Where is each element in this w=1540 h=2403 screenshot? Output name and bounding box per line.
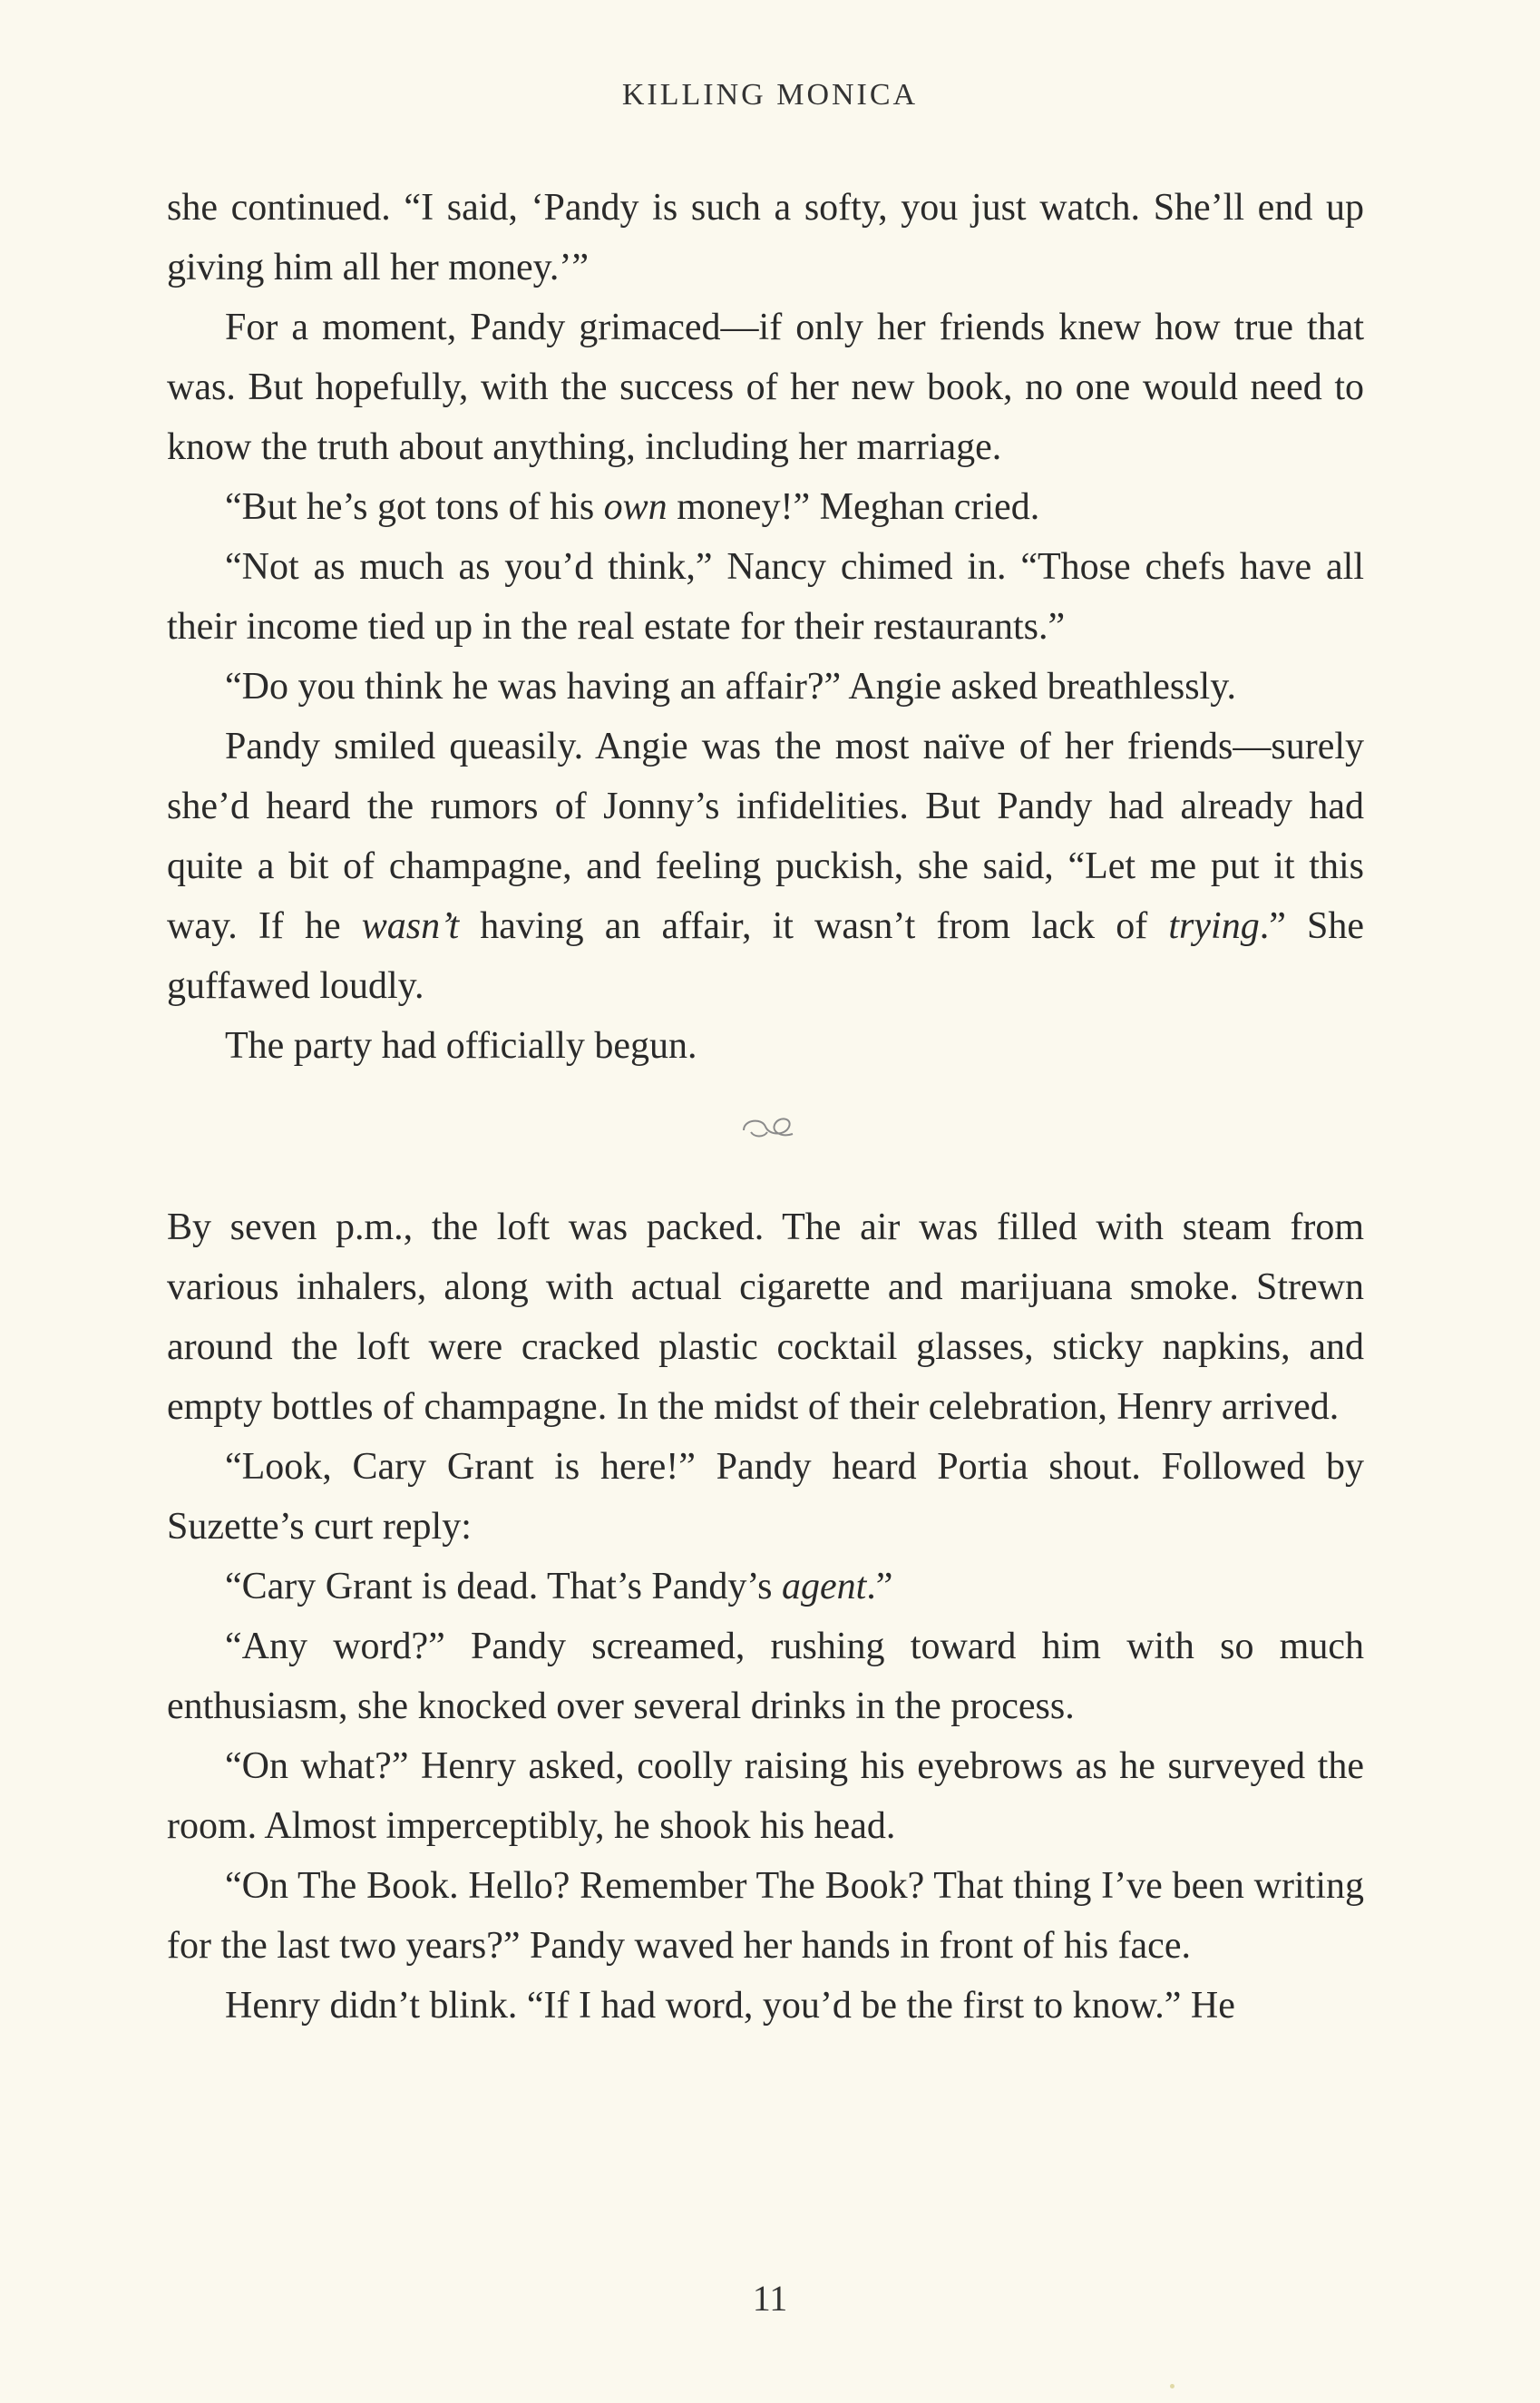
emphasis: trying [1168,905,1260,947]
running-head: KILLING MONICA [621,78,919,112]
paragraph: “But he’s got tons of his own money!” Meghan cried. [225,486,1040,528]
paragraph: “On what?” Henry asked, coolly raising his eyebrows as he surveyed the room. Almost imperceptibly, he shook his head. [167,1745,1364,1847]
paragraph: “Do you think he was having an affair?” Angie asked breathlessly. [225,666,1236,708]
emphasis: own [603,486,668,528]
paragraph: “Cary Grant is dead. That’s Pandy’s agent.” [225,1566,893,1607]
paragraph: Pandy smiled queasily. Angie was the most naïve of her friends—surely she’d heard the rumors of Jonny’s infidelities. But Pandy had already had quite a bit of champagne, and feeling puckish, she said, “Let me put it this way. If he wasn’t having an affair, it wasn’t from lack of trying.” She guffawed loudly. [167,726,1364,1007]
paragraph: For a moment, Pandy grimaced—if only her friends knew how true that was. But hopefully, with the success of her new book, no one would need to know the truth about anything, including her marriage. [167,307,1364,468]
paragraph: By seven p.m., the loft was packed. The air was filled with steam from various inhalers, along with actual cigarette and marijuana smoke. Strewn around the loft were cracked plastic cocktail glasses, sticky napkins, and empty bottles of champagne. In the midst of their celebration, Henry arrived. [167,1206,1364,1428]
paragraph: she continued. “I said, ‘Pandy is such a softy, you just watch. She’ll end up giving him all her money.’” [167,187,1364,288]
paragraph: “Look, Cary Grant is here!” Pandy heard Portia shout. Followed by Suzette’s curt reply: [167,1446,1364,1548]
paper-speck [1170,2384,1174,2388]
page-number: 11 [752,2278,788,2319]
section-2-text [167,1197,1364,2036]
paragraph: “Any word?” Pandy screamed, rushing toward him with so much enthusiasm, she knocked over several drinks in the process. [167,1626,1364,1727]
emphasis: agent [781,1566,867,1607]
paragraph: “On The Book. Hello? Remember The Book? That thing I’ve been writing for the last two years?” Pandy waved her hands in front of his face. [167,1865,1364,1967]
paragraph: Henry didn’t blink. “If I had word, you’d be the first to know.” He [225,1985,1235,2027]
section-1-text [167,178,1364,1076]
scroll-ornament-icon [738,1112,802,1143]
paragraph: The party had officially begun. [225,1025,697,1067]
emphasis: wasn’t [361,905,460,947]
paragraph: “Not as much as you’d think,” Nancy chimed in. “Those chefs have all their income tied up in the real estate for their restaurants.” [167,546,1364,648]
